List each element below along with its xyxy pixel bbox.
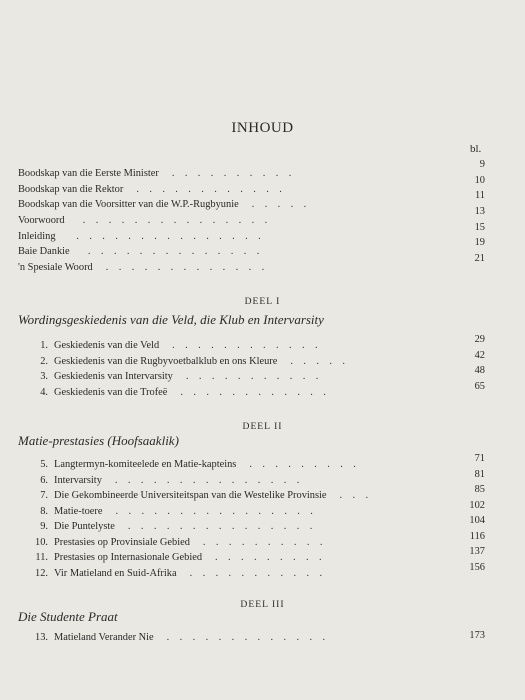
entry-page: 42 [474,350,485,361]
toc-entry [32,521,312,533]
entry-page: 29 [474,334,485,345]
entry-page: 104 [469,515,485,526]
dot-leader: . . . . . . . . . . . . [161,340,318,351]
entry-number: 7. [40,490,48,501]
part-label: DEEL I [244,296,281,307]
dot-leader: . . . [329,490,369,501]
entry-page: 81 [474,469,485,480]
toc-entry [18,199,306,211]
dot-leader: . . . . . . . . . . . . . . . [104,475,300,486]
entry-number: 9. [40,521,48,532]
part-label: DEEL III [240,599,285,610]
entry-number: 10. [35,537,48,548]
toc-entry [32,537,322,549]
entry-page: 10 [474,175,485,186]
entry-label: Matie-toere [54,506,103,517]
toc-entry [18,168,291,180]
dot-leader: . . . . . . . . . . . . . [156,632,326,643]
toc-entry [32,568,322,580]
entry-label: Matieland Verander Nie [54,632,154,643]
entry-number: 12. [35,568,48,579]
dot-leader: . . . . . . . . . . [161,168,292,179]
entry-number: 3. [40,371,48,382]
dot-leader: . . . . . . . . . . . . . . . [58,231,261,242]
entry-page: 11 [474,190,485,201]
entry-page: 65 [474,381,485,392]
entry-label: Geskiedenis van die Rugbyvoetbalklub en ons Kleure [54,356,278,367]
toc-entry [18,262,264,274]
toc-entry [32,506,313,518]
toc-entry [32,475,299,487]
entry-label: Boodskap van die Rektor [18,184,124,195]
dot-leader: . . . . . . . . . . . . . . . [67,215,268,226]
toc-entry [32,490,368,502]
page-column-label: bl. [470,143,482,155]
dot-leader: . . . . . . . . . . . . . [95,262,265,273]
entry-number: 4. [40,387,48,398]
entry-label: Boodskap van die Eerste Minister [18,168,159,179]
entry-number: 5. [40,459,48,470]
toc-entry [32,340,318,352]
dot-leader: . . . . . . . . . . . . [170,387,326,398]
part-title: Matie-prestasies (Hoofsaaklik) [18,433,179,448]
part-label: DEEL II [242,421,283,432]
dot-leader: . . . . . . . . . . . [179,568,323,579]
entry-page: 116 [469,531,485,542]
entry-label: Prestasies op Provinsiale Gebied [54,537,190,548]
entry-label: Vir Matieland en Suid-Afrika [54,568,177,579]
entry-label: Geskiedenis van die Veld [54,340,160,351]
part-title: Die Studente Praat [18,609,118,624]
entry-number: 8. [40,506,48,517]
dot-leader: . . . . . . . . . [204,552,322,563]
entry-number: 11. [35,552,48,563]
entry-page: 21 [474,253,485,264]
entry-label: Langtermyn-komiteelede en Matie-kapteins [54,459,237,470]
dot-leader: . . . . . . . . . . . . . . [72,246,260,257]
toc-entry [18,246,259,258]
dot-leader: . . . . . . . . . . . [175,371,319,382]
entry-page: 19 [474,237,485,248]
toc-entry [32,459,356,471]
page-title: INHOUD [231,120,294,136]
entry-number: 13. [35,632,48,643]
entry-page: 156 [469,562,485,573]
entry-label: Intervarsity [54,475,102,486]
entry-label: Inleiding [18,231,56,242]
dot-leader: . . . . . . . . . . . . . . . . [105,506,313,517]
dot-leader: . . . . . [279,356,345,367]
entry-page: 15 [474,222,485,233]
toc-entry [32,387,326,399]
toc-entry [18,231,261,243]
entry-label: Die Puntelyste [54,521,115,532]
entry-label: Die Gekombineerde Universiteitspan van die Westelike Provinsie [54,490,327,501]
entry-label: Prestasies op Internasionale Gebied [54,552,203,563]
entry-label: Geskiedenis van die Trofeë [54,387,168,398]
entry-label: Geskiedenis van Intervarsity [54,371,173,382]
part-title: Wordingsgeskiedenis van die Veld, die Klub en Intervarsity [18,312,324,327]
dot-leader: . . . . . . . . . . [192,537,323,548]
entry-label: Baie Dankie [18,246,70,257]
entry-page: 9 [479,159,485,170]
entry-page: 137 [469,546,485,557]
toc-entry [32,356,345,368]
entry-number: 1. [40,340,48,351]
toc-entry [32,552,322,564]
toc-entry [18,184,282,196]
entry-page: 48 [474,365,485,376]
entry-number: 6. [40,475,48,486]
dot-leader: . . . . . [241,199,307,210]
toc-entry [18,215,267,227]
entry-page: 71 [474,453,485,464]
dot-leader: . . . . . . . . . . . . [125,184,282,195]
entry-label: Voorwoord [18,215,65,226]
dot-leader: . . . . . . . . . . . . . . . [117,521,313,532]
entry-label: 'n Spesiale Woord [18,262,93,273]
entry-page: 13 [474,206,485,217]
entry-page: 173 [469,630,485,641]
entry-number: 2. [40,356,48,367]
dot-leader: . . . . . . . . . [238,459,356,470]
toc-entry [32,632,325,644]
toc-entry [32,371,318,383]
entry-page: 102 [469,500,485,511]
entry-label: Boodskap van die Voorsitter van die W.P.-Rugbyunie [18,199,239,210]
entry-page: 85 [474,484,485,495]
